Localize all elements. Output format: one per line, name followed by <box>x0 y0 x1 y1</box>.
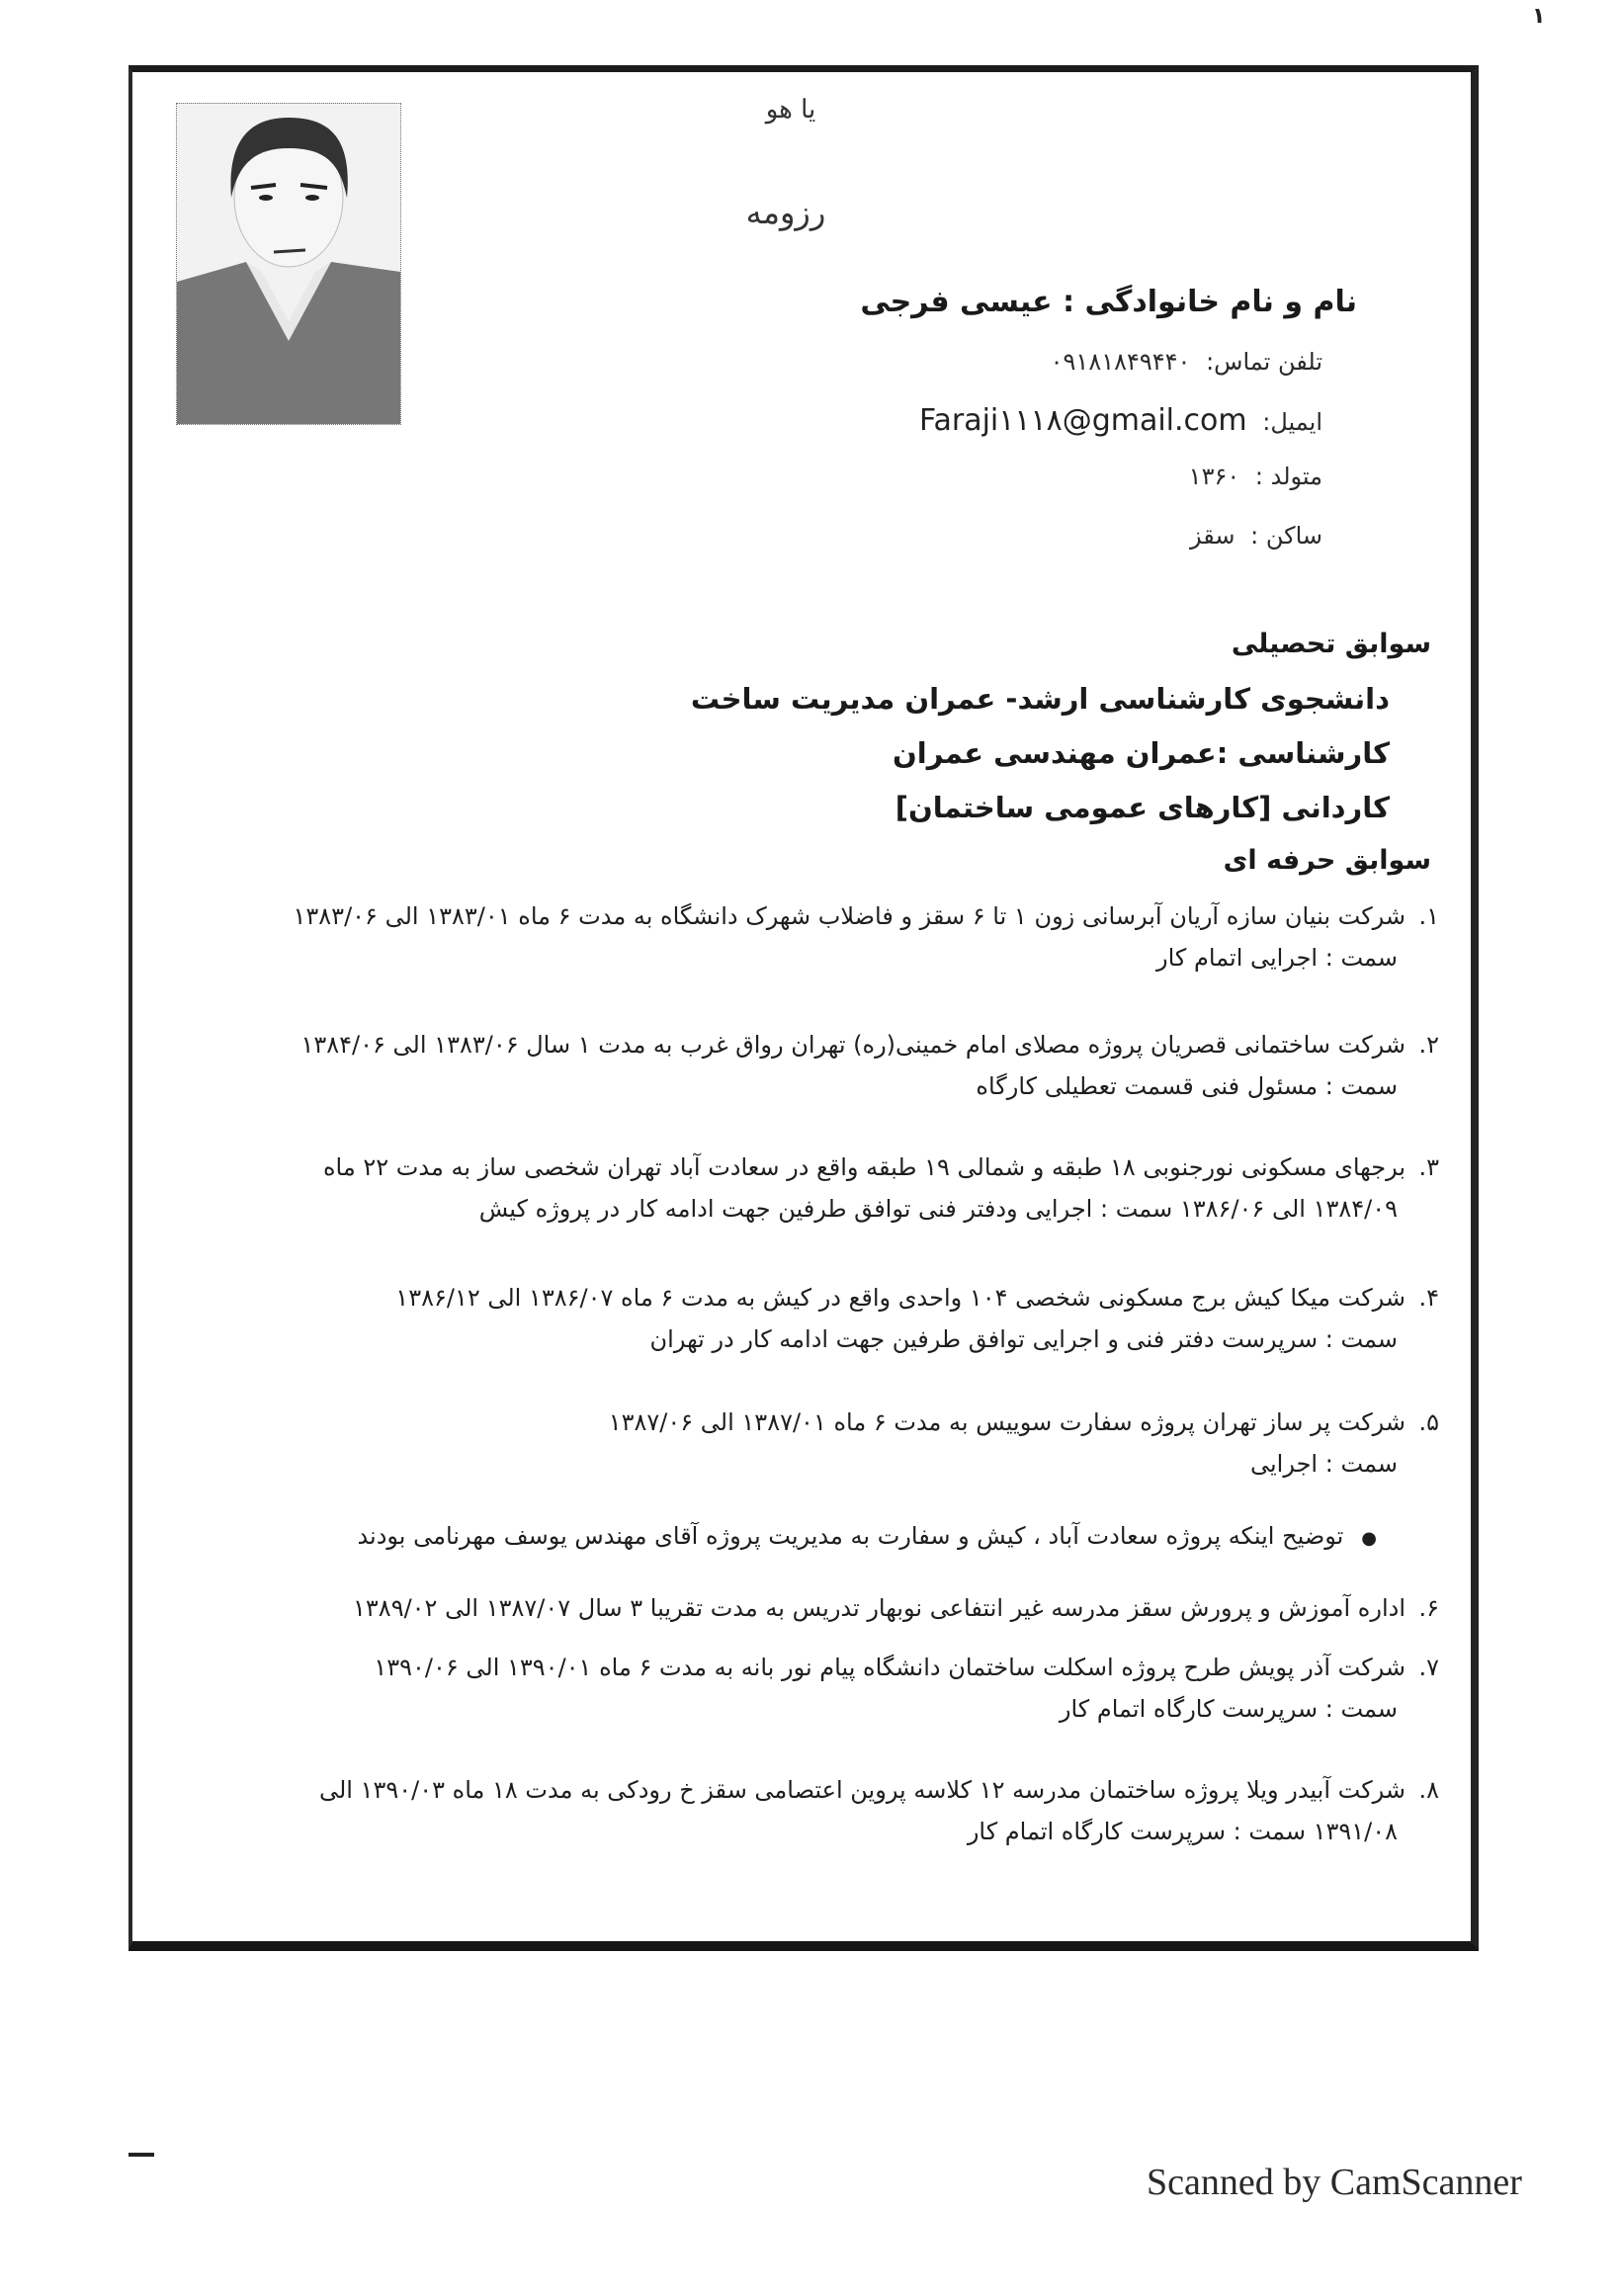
job-role: سمت : مسئول فنی قسمت تعطیلی کارگاه <box>976 1072 1398 1100</box>
phone-label: تلفن تماس: <box>1206 348 1322 376</box>
education-heading: سوابق تحصیلی <box>1231 629 1431 659</box>
job-role: ۱۳۸۴/۰۹ الی ۱۳۸۶/۰۶ سمت : اجرایی ودفتر فنی توافق طرفین جهت ادامه کار در پروژه کیش <box>478 1195 1398 1223</box>
job-entry <box>154 895 1439 978</box>
bullet-icon: ● <box>1361 1528 1377 1549</box>
profile-photo <box>176 103 401 425</box>
education-item: کارشناسی :عمران مهندسی عمران <box>893 736 1390 770</box>
job-entry <box>154 1402 1439 1485</box>
job-description: شرکت آبیدر ویلا پروژه ساختمان مدرسه ۱۲ کلاسه پروین اعتصامی سقز خ رودکی به مدت ۱۸ ماه ۱۳۹۰/۰۳ الی <box>318 1776 1406 1804</box>
note-text: توضیح اینکه پروژه سعادت آباد ، کیش و سفارت به مدیریت پروژه آقای مهندس یوسف مهرنامی بودند <box>357 1522 1344 1550</box>
education-item: کاردانی [کارهای عمومی ساختمان] <box>895 791 1390 824</box>
job-number: ۷. <box>1418 1654 1439 1681</box>
job-description: اداره آموزش و پرورش سقز مدرسه غیر انتفاعی نوبهار تدریس به مدت تقریبا ۳ سال ۱۳۸۷/۰۷ الی ۱۳۸۹/۰۲ <box>353 1594 1406 1622</box>
job-number: ۵. <box>1418 1408 1439 1436</box>
phone-line <box>1051 348 1322 376</box>
person-portrait-icon <box>177 104 400 424</box>
birth-value: ۱۳۶۰ <box>1188 463 1240 490</box>
professional-heading: سوابق حرفه ای <box>1223 845 1431 876</box>
scan-artifact-dash <box>128 2153 154 2157</box>
birth-label: متولد : <box>1254 463 1322 490</box>
job-number: ۱. <box>1418 902 1439 930</box>
residence-value: سقز <box>1190 522 1236 550</box>
birth-line <box>1189 463 1322 490</box>
residence-line <box>1190 522 1322 550</box>
job-entry <box>154 1769 1439 1852</box>
email-label: ایمیل: <box>1262 408 1322 436</box>
job-description: شرکت آذر پویش طرح پروژه اسکلت ساختمان دانشگاه پیام نور بانه به مدت ۶ ماه ۱۳۹۰/۰۱ الی ۱۳۹۰/۰۶ <box>374 1654 1406 1681</box>
phone-value: ۰۹۱۸۱۸۴۹۴۴۰ <box>1050 348 1191 376</box>
job-description: شرکت پر ساز تهران پروژه سفارت سوییس به مدت ۶ ماه ۱۳۸۷/۰۱ الی ۱۳۸۷/۰۶ <box>608 1408 1406 1436</box>
job-role: سمت : اجرایی <box>1250 1450 1398 1478</box>
project-note <box>357 1522 1377 1550</box>
job-entry <box>154 1024 1439 1107</box>
name-value: عیسی فرجی <box>860 285 1053 319</box>
job-number: ۲. <box>1418 1031 1439 1059</box>
job-number: ۶. <box>1418 1594 1439 1622</box>
job-description: برجهای مسکونی نورجنوبی ۱۸ طبقه و شمالی ۱۹ طبقه واقع در سعادت آباد تهران شخصی ساز به مدت ۲۲ ماه <box>322 1153 1406 1181</box>
job-number: ۳. <box>1418 1153 1439 1181</box>
residence-label: ساکن : <box>1250 522 1322 550</box>
name-label: نام و نام خانوادگی : <box>1063 285 1357 319</box>
job-description: شرکت میکا کیش برج مسکونی شخصی ۱۰۴ واحدی واقع در کیش به مدت ۶ ماه ۱۳۸۶/۰۷ الی ۱۳۸۶/۱۲ <box>395 1284 1406 1312</box>
page-number: ۱ <box>1532 4 1546 29</box>
job-entry <box>154 1587 1439 1629</box>
invocation-heading: یا هو <box>765 95 816 125</box>
job-description: شرکت بنیان سازه آریان آبرسانی زون ۱ تا ۶ سقز و فاضلاب شهرک دانشگاه به مدت ۶ ماه ۱۳۸۳/۰۱ الی ۱۳۸۳/۰۶ <box>293 902 1406 930</box>
full-name <box>860 285 1357 319</box>
education-item: دانشجوی کارشناسی ارشد- عمران مدیریت ساخت <box>690 682 1390 716</box>
job-role: سمت : سرپرست کارگاه اتمام کار <box>1059 1695 1398 1723</box>
email-value: Faraji۱۱۱۸@gmail.com <box>918 403 1247 438</box>
job-role: سمت : سرپرست دفتر فنی و اجرایی توافق طرفین جهت ادامه کار در تهران <box>649 1325 1398 1353</box>
job-entry <box>154 1277 1439 1360</box>
job-description: شرکت ساختمانی قصریان پروژه مصلای امام خمینی(ره) تهران رواق غرب به مدت ۱ سال ۱۳۸۳/۰۶ الی ۱۳۸۴/۰۶ <box>300 1031 1406 1059</box>
scanner-watermark: Scanned by CamScanner <box>1147 2162 1522 2203</box>
job-role: ۱۳۹۱/۰۸ سمت : سرپرست کارگاه اتمام کار <box>967 1818 1398 1845</box>
job-entry <box>154 1147 1439 1230</box>
job-entry <box>154 1647 1439 1730</box>
email-line <box>919 403 1322 438</box>
page-title: رزومه <box>745 194 826 231</box>
job-role: سمت : اجرایی اتمام کار <box>1156 944 1398 972</box>
job-number: ۴. <box>1418 1284 1439 1312</box>
job-number: ۸. <box>1418 1776 1439 1804</box>
